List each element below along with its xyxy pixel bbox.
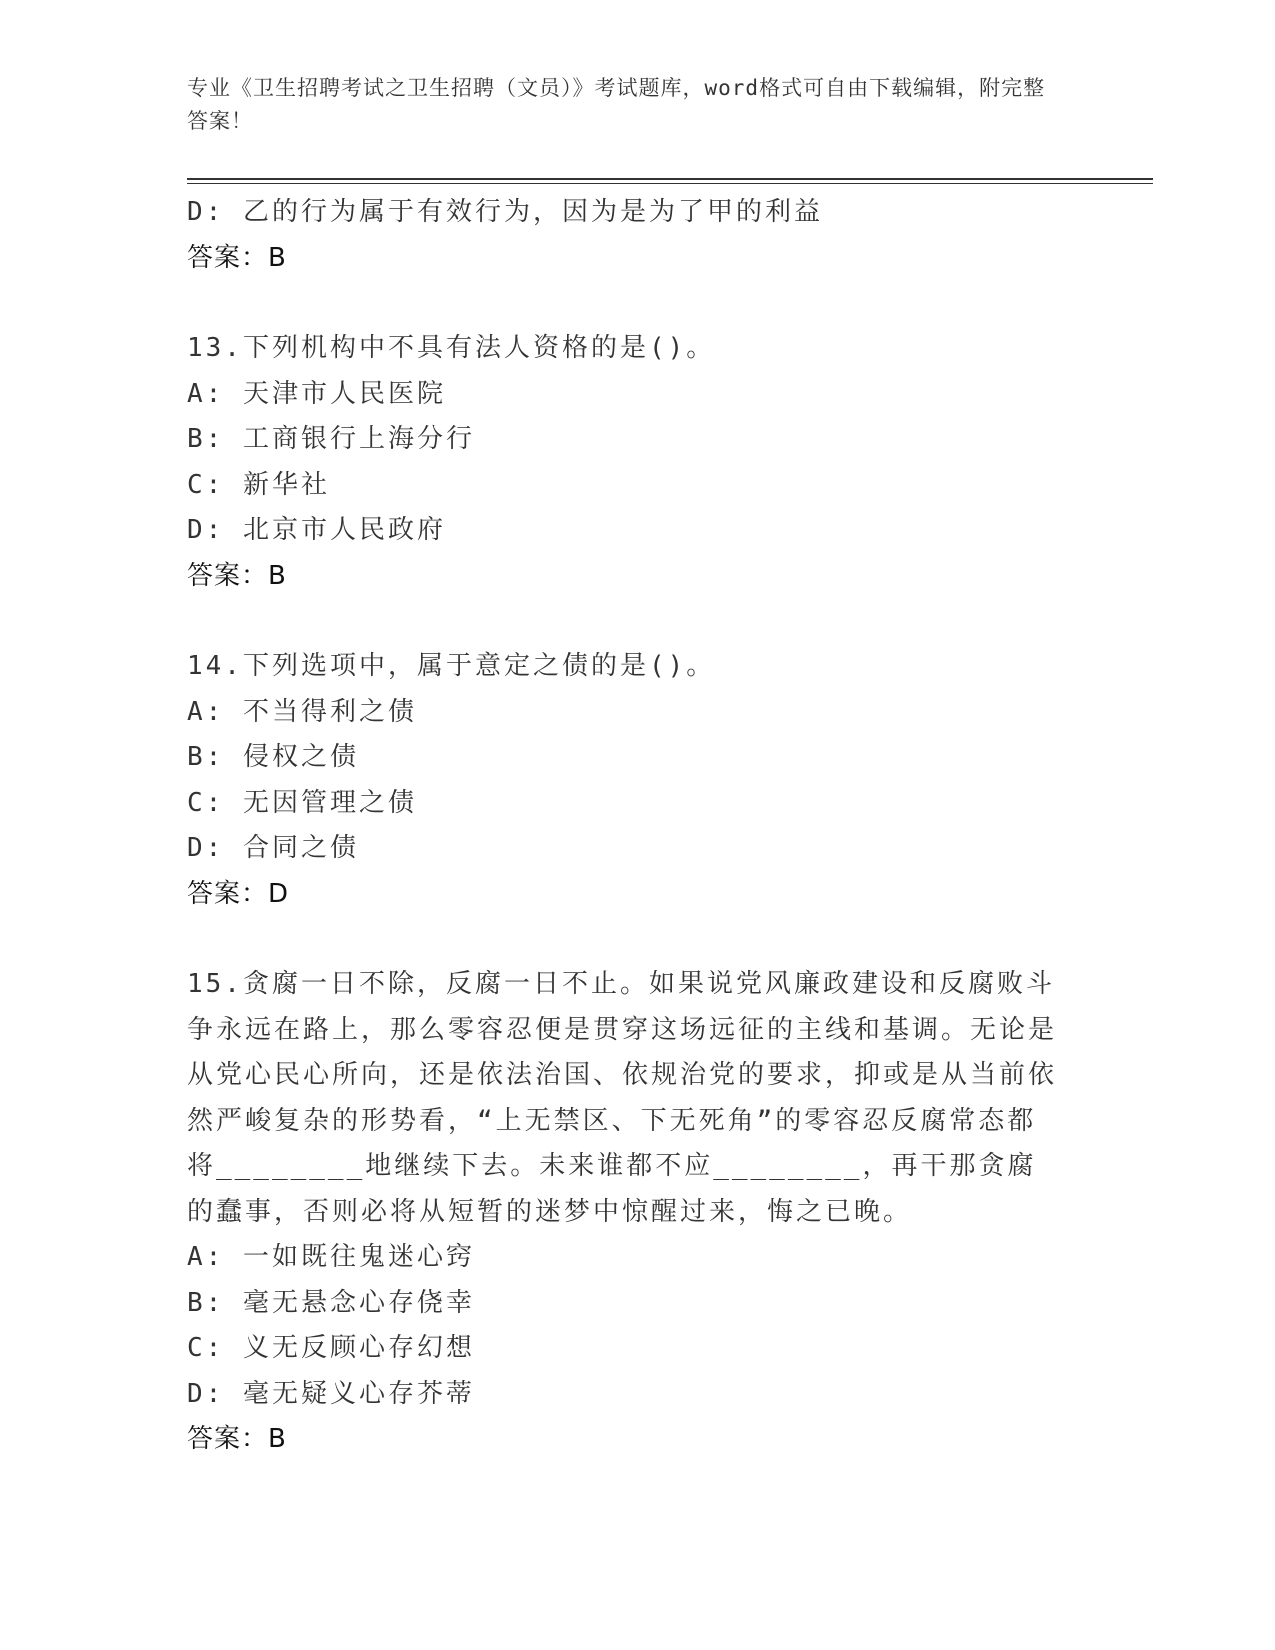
option-b: B: 毫无悬念心存侥幸: [187, 1287, 475, 1318]
option-c: C: 义无反顾心存幻想: [187, 1333, 475, 1363]
question-stem: 15.贪腐一日不除，反腐一日不止。如果说党风廉政建设和反腐败斗争永远在路上，那么零容忍便是贯穿这场远征的主线和基调。无论是从党心民心所向，还是依法治国、依规治党的要求，抑或是从当前依然严峻复杂的形势看，“上无禁区、下无死角”的零容忍反腐常态都将________地继续下去。未来谁都不应________，再干那贪腐的蠢事，否则必将从短暂的迷梦中惊醒过来，悔之已晚。: [187, 969, 1058, 1227]
answer-line: 答案：B: [187, 1424, 287, 1454]
option-c: C: 新华社: [187, 469, 330, 500]
option-d: D: 北京市人民政府: [187, 515, 446, 545]
question-15: [187, 962, 1087, 1463]
option-a: A: 不当得利之债: [187, 696, 417, 727]
question-stem: 14.下列选项中，属于意定之债的是()。: [187, 651, 716, 681]
question-13: [187, 326, 1087, 599]
option-d: D: 乙的行为属于有效行为，因为是为了甲的利益: [187, 197, 823, 227]
option-a: A: 天津市人民医院: [187, 378, 446, 409]
option-d: D: 毫无疑义心存芥蒂: [187, 1378, 475, 1409]
answer-line: 答案：B: [187, 560, 287, 591]
question-list: [187, 190, 1087, 1463]
option-d: D: 合同之债: [187, 833, 359, 863]
option-b: B: 工商银行上海分行: [187, 424, 475, 454]
answer-line: 答案：D: [187, 878, 290, 909]
question-stem: 13.下列机构中不具有法人资格的是()。: [187, 333, 716, 363]
header-divider-thick: [187, 178, 1153, 180]
option-c: C: 无因管理之债: [187, 787, 417, 818]
header-divider-thin: [187, 183, 1153, 184]
option-a: A: 一如既往鬼迷心窍: [187, 1242, 475, 1272]
document-header: [187, 72, 1067, 138]
answer-line: 答案：B: [187, 242, 287, 273]
header-text: 专业《卫生招聘考试之卫生招聘（文员）》考试题库，word格式可自由下载编辑，附完整答案！: [187, 76, 1046, 133]
question-14: [187, 644, 1087, 917]
previous-question-tail: [187, 190, 1087, 281]
option-b: B: 侵权之债: [187, 742, 359, 772]
